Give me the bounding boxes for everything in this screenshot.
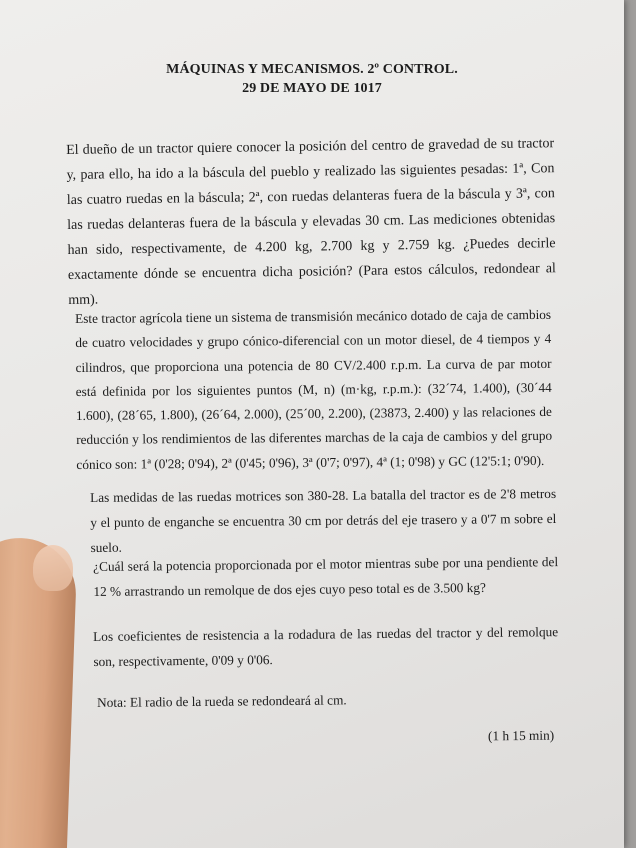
paragraph-note: Nota: El radio de la rueda se redondeará al cm. [97, 692, 347, 710]
fingernail [33, 545, 73, 591]
paragraph-transmission: Este tractor agrícola tiene un sistema de transmisión mecánico dotado de caja de cambios de cuatro velocidades y grupo cónico-diferencial con un motor diesel, de 4 tiempos y 4 cilindros, que proporciona una potencia de 80 CV/2.400 r.p.m. La curva de par motor está definida por los siguientes puntos (M, n) (m·kg, r.p.m.): (32´74, 1.400), (30´44 1.600), (28´65, 1.800), (26´64, 2.000), (25´00, 2.200), (23873, 2.400) y las relaciones de reducción y los rendimientos de las diferentes marchas de la caja de cambios y del grupo cónico son: 1ª (0'28; 0'94), 2ª (0'45; 0'96), 3ª (0'7; 0'97), 4ª (1; 0'98) y GC (12'5:1; 0'90). [75, 306, 553, 472]
paragraph-question-power: ¿Cuál será la potencia proporcionada por el motor mientras sube por una pendiente del 12 % arrastrando un remolque de dos ejes cuyo peso total es de 3.500 kg? [93, 554, 559, 599]
paragraph-wheel-dimensions: Las medidas de las ruedas motrices son 380-28. La batalla del tractor es de 2'8 metros y el punto de enganche se encuentra 30 cm por detrás del eje trasero y a 0'7 m sobre el suelo. [90, 485, 557, 555]
document-title: MÁQUINAS Y MECANISMOS. 2º CONTROL. [166, 62, 458, 77]
document-date: 29 DE MAYO DE 1017 [242, 81, 382, 96]
paragraph-center-of-gravity: El dueño de un tractor quiere conocer la posición del centro de gravedad de su tractor y, para ello, ha ido a la báscula del pueblo y realizado las siguientes pesadas: 1ª, Con las cuatro ruedas en la báscula; 2ª, con ruedas delanteras fuera de la báscula y 3ª, con las ruedas delanteras fuera de la báscula y elevadas 30 cm. Las mediciones obtenidas han sido, respectivamente, de 4.200 kg, 2.700 kg y 2.759 kg. ¿Puedes decirle exactamente dónde se encuentra dicha posición? (Para estos cálculos, redondear al mm). [66, 136, 556, 308]
exam-duration: (1 h 15 min) [487, 727, 555, 744]
paragraph-rolling-resistance: Los coeficientes de resistencia a la rodadura de las ruedas del tractor y del remolque son, respectivamente, 0'09 y 0'06. [93, 624, 559, 669]
